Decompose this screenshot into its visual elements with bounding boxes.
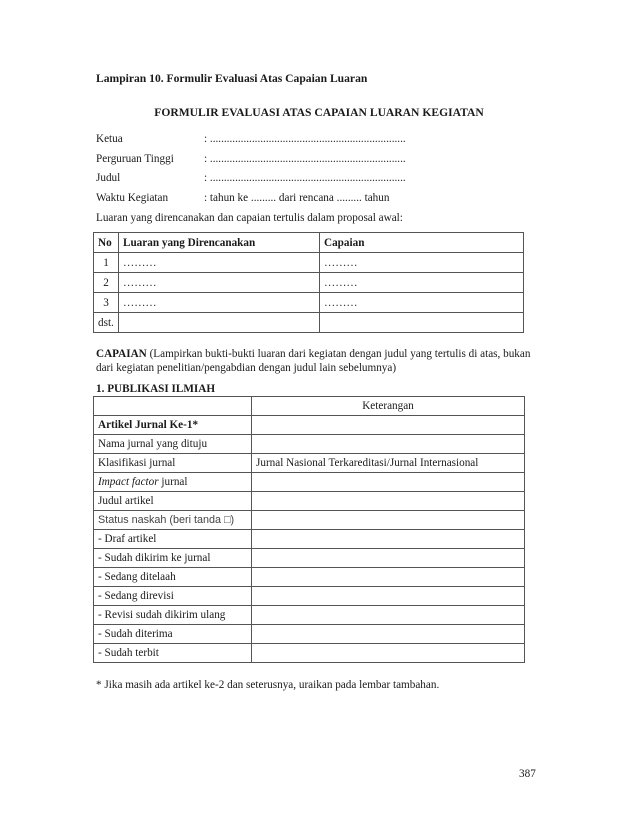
field-value: : tahun ke ......... dari rencana ......... tahun: [204, 192, 390, 204]
row-label: Status naskah (beri tanda □): [94, 511, 252, 530]
table-header-row: [94, 233, 524, 253]
cell-planned: ………: [119, 273, 320, 293]
cell-achievement: ………: [320, 253, 524, 273]
section-title-publikasi: 1. PUBLIKASI ILMIAH: [96, 383, 216, 395]
header-no: No: [94, 233, 119, 253]
field-waktu-kegiatan: [96, 192, 389, 204]
cell-planned: [119, 313, 320, 333]
cell-achievement: [320, 313, 524, 333]
table-row: [94, 293, 524, 313]
header-planned-output: Luaran yang Direncanakan: [119, 233, 320, 253]
row-value: [252, 473, 525, 492]
row-value: [252, 511, 525, 530]
row-value: [252, 435, 525, 454]
cell-no: 1: [94, 253, 119, 273]
table-row: [94, 568, 525, 587]
table-row: [94, 473, 525, 492]
row-label: Nama jurnal yang dituju: [94, 435, 252, 454]
field-value: : ......................................................................: [204, 172, 406, 184]
table-row: [94, 492, 525, 511]
field-ketua: [96, 133, 406, 145]
table-row: [94, 606, 525, 625]
outputs-table: [93, 232, 524, 333]
table-row: [94, 625, 525, 644]
row-label: Klasifikasi jurnal: [94, 454, 252, 473]
table-row: [94, 454, 525, 473]
table-row: [94, 530, 525, 549]
row-label: Judul artikel: [94, 492, 252, 511]
table-row: [94, 511, 525, 530]
table-header-row: [94, 397, 525, 416]
field-label: Ketua: [96, 133, 123, 145]
impact-factor-label: Impact factor: [98, 476, 159, 488]
row-value: [252, 416, 525, 435]
cell-no: dst.: [94, 313, 119, 333]
cell-planned: ………: [119, 253, 320, 273]
field-label: Judul: [96, 172, 121, 184]
field-value: : ......................................................................: [204, 133, 406, 145]
publication-table: [93, 396, 525, 663]
table-row: [94, 253, 524, 273]
row-label: - Sedang ditelaah: [94, 568, 252, 587]
form-title: FORMULIR EVALUASI ATAS CAPAIAN LUARAN KEGIATAN: [154, 106, 484, 119]
field-judul: [96, 172, 406, 184]
cell-no: 2: [94, 273, 119, 293]
capaian-text: (Lampirkan bukti-bukti luaran dari kegiatan dengan judul yang tertulis di atas, bukan dari kegiatan penelitian/pengabdian dengan judul lain sebelumnya): [96, 348, 531, 374]
row-value: [252, 587, 525, 606]
appendix-title: Lampiran 10. Formulir Evaluasi Atas Capaian Luaran: [96, 72, 368, 85]
row-label: - Sudah terbit: [94, 644, 252, 663]
table-row: [94, 549, 525, 568]
field-label: Waktu Kegiatan: [96, 192, 169, 204]
header-keterangan: Keterangan: [252, 397, 525, 416]
page-number: 387: [519, 768, 536, 780]
cell-planned: ………: [119, 293, 320, 313]
row-value: [252, 568, 525, 587]
table-row: [94, 416, 525, 435]
impact-factor-suffix: jurnal: [158, 476, 188, 488]
row-value: [252, 606, 525, 625]
table-row: [94, 587, 525, 606]
header-left-empty: [94, 397, 252, 416]
table-row: [94, 273, 524, 293]
row-label: - Sedang direvisi: [94, 587, 252, 606]
row-label: - Sudah diterima: [94, 625, 252, 644]
row-label: [94, 473, 252, 492]
header-achievement: Capaian: [320, 233, 524, 253]
row-value: [252, 530, 525, 549]
row-label: - Sudah dikirim ke jurnal: [94, 549, 252, 568]
row-label: - Draf artikel: [94, 530, 252, 549]
row-value: [252, 625, 525, 644]
row-label: Artikel Jurnal Ke-1*: [94, 416, 252, 435]
row-value: [252, 549, 525, 568]
cell-achievement: ………: [320, 293, 524, 313]
row-label: - Revisi sudah dikirim ulang: [94, 606, 252, 625]
capaian-paragraph: [96, 347, 536, 375]
field-value: : ......................................................................: [204, 153, 406, 165]
footnote: * Jika masih ada artikel ke-2 dan seterusnya, uraikan pada lembar tambahan.: [96, 679, 440, 691]
table-row: [94, 435, 525, 454]
capaian-heading: CAPAIAN: [96, 348, 147, 360]
intro-text: Luaran yang direncanakan dan capaian tertulis dalam proposal awal:: [96, 212, 403, 224]
table-row: [94, 313, 524, 333]
table-row: [94, 644, 525, 663]
cell-achievement: ………: [320, 273, 524, 293]
field-perguruan-tinggi: [96, 153, 406, 165]
cell-no: 3: [94, 293, 119, 313]
row-value: Jurnal Nasional Terkareditasi/Jurnal Internasional: [252, 454, 525, 473]
row-value: [252, 492, 525, 511]
row-value: [252, 644, 525, 663]
field-label: Perguruan Tinggi: [96, 153, 174, 165]
